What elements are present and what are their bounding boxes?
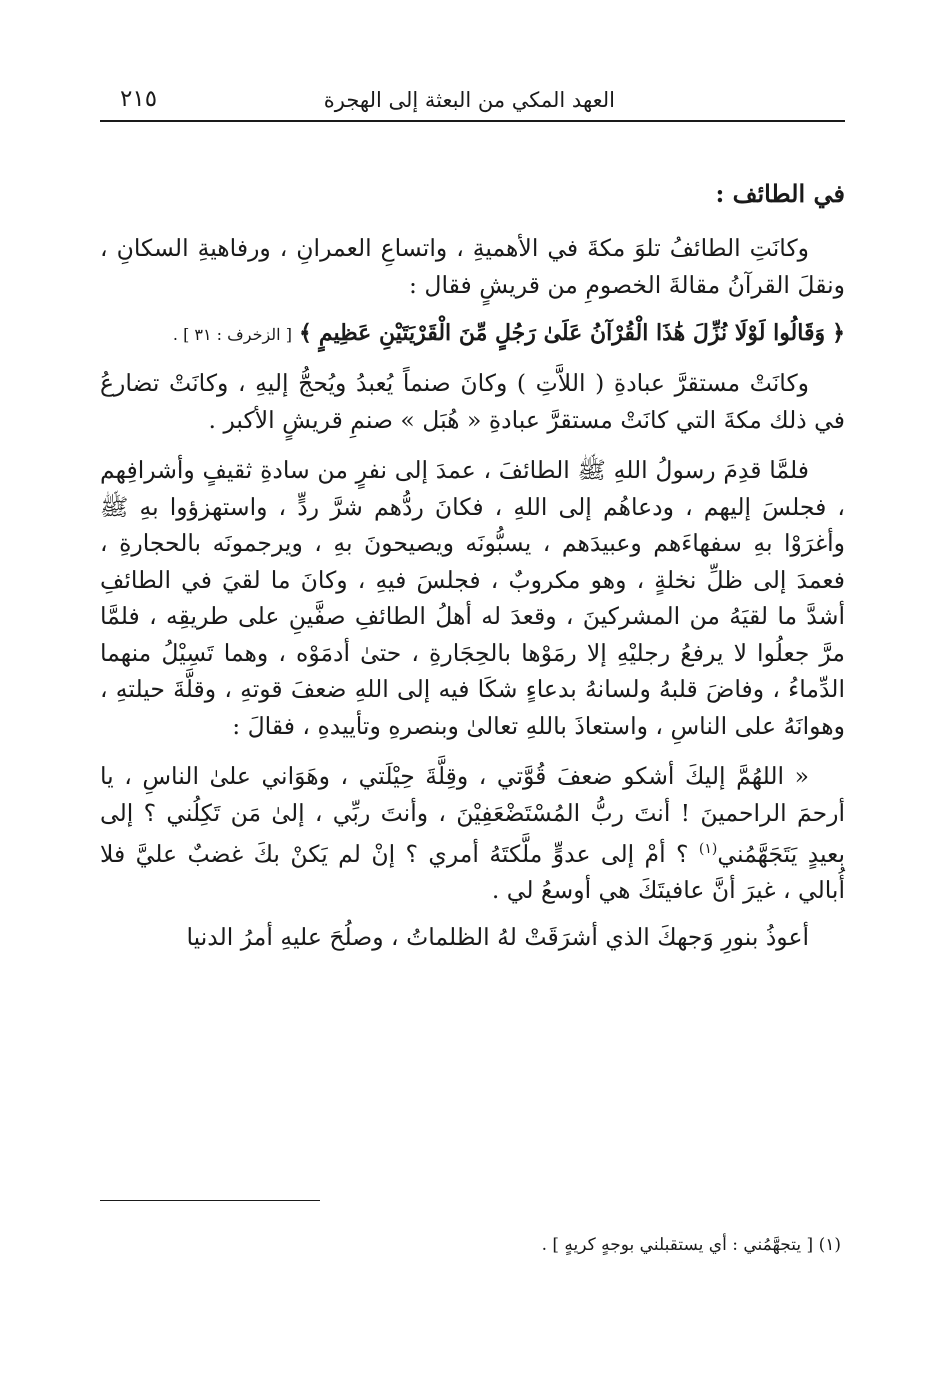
footnote (542, 1232, 841, 1258)
verse-close-bracket: ﴾ (298, 320, 312, 346)
running-title: العهد المكي من البعثة إلى الهجرة (323, 88, 615, 112)
supplication-text-start: « اللهُمَّ إليكَ أشكو ضعفَ قُوَّتي ، وقِلَّةَ حِيْلَتي ، وهَوَاني علىٰ الناسِ ، يا أرحمَ الراحمينَ ! أنتَ ربُّ المُسْتَضْعَفِيْنَ ، وأنتَ ربِّي ، إلىٰ مَن تَكِلُني ؟ إلى بعيدٍ يَتَجَهَّمُني (100, 762, 845, 868)
running-header (100, 84, 845, 122)
footnote-marker[interactable]: (١) (698, 841, 718, 857)
verse-citation: [ الزخرف : ٣١ ] . (172, 325, 292, 344)
footnote-divider (100, 1200, 320, 1201)
footnote-text: [ يتجهَّمُني : أي يستقبلني بوجهٍ كريهٍ ] . (541, 1235, 814, 1255)
page-body (100, 84, 845, 955)
paragraph-3: فلمَّا قدِمَ رسولُ اللهِ ﷺ الطائفَ ، عمدَ إلى نفرٍ من سادةِ ثقيفٍ وأشرافِهم ، فجلسَ إليهم ، ودعاهُم إلى اللهِ ، فكانَ ردُّهم شرَّ ردٍّ ، واستهزؤوا بهِ ﷺ وأغرَوْا بهِ سفهاءَهم وعبيدَهم ، يسبُّونَه ويصيحونَ بهِ ، ويرجمونَه بالحجارةِ ، فعمدَ إلى ظلِّ نخلةٍ ، وهو مكروبٌ ، فجلسَ فيهِ ، وكانَ ما لقيَ في الطائفِ أشدَّ ما لقيَهُ من المشركينَ ، وقعدَ له أهلُ الطائفِ صفَّينِ على طريقِه ، فلمَّا مرَّ جعلُوا لا يرفعُ رجليْهِ إلا رمَوْها بالحِجَارةِ ، حتىٰ أدمَوْه ، وهما تَسِيْلُ منهما الدِّماءُ ، وفاضَ قلبهُ ولسانهُ بدعاءٍ شكَا فيه إلى اللهِ ضعفَ قوتهِ ، وقلَّةَ حيلتهِ ، وهوانَهُ على الناسِ ، واستعاذَ باللهِ تعالىٰ وبنصرهِ وتأييدهِ ، فقالَ : (100, 456, 845, 740)
section-heading: في الطائف : (715, 179, 845, 208)
verse-text: وَقَالُوا لَوْلَا نُزِّلَ هَٰذَا الْقُرْآنُ عَلَىٰ رَجُلٍ مِّنَ الْقَرْيَتَيْنِ عَظِيمٍ (318, 320, 826, 346)
paragraph-4 (100, 758, 845, 909)
paragraph-2: وكانَتْ مستقرَّ عبادةِ ( اللاَّتِ ) وكانَ صنماً يُعبدُ ويُحجُّ إليهِ ، وكانَتْ تضارعُ في ذلك مكةَ التي كانَتْ مستقرَّ عبادةِ « هُبَل » صنمِ قريشٍ الأكبر . (100, 369, 845, 434)
paragraph-1: وكانَتِ الطائفُ تلوَ مكةَ في الأهميةِ ، واتساعِ العمرانِ ، ورفاهيةِ السكانِ ، ونقلَ القرآنُ مقالةَ الخصومِ من قريشٍ فقال : (100, 234, 845, 299)
page-number: ٢١٥ (120, 86, 158, 112)
quran-verse (100, 315, 845, 353)
footnote-number: (١) (818, 1235, 841, 1255)
supplication-text-end: ؟ أمْ إلى عدوٍّ ملَّكتَهُ أمري ؟ إنْ لم يَكنْ بكَ غضبٌ عليَّ فلا أُبالي ، غيرَ أنَّ عافيتَكَ هي أوسعُ لي . (100, 839, 845, 905)
verse-open-bracket: ﴿ (832, 320, 845, 346)
paragraph-5: أعوذُ بنورِ وَجهكَ الذي أشرَقَتْ لهُ الظلماتُ ، وصلُحَ عليهِ أمرُ الدنيا (186, 922, 809, 951)
